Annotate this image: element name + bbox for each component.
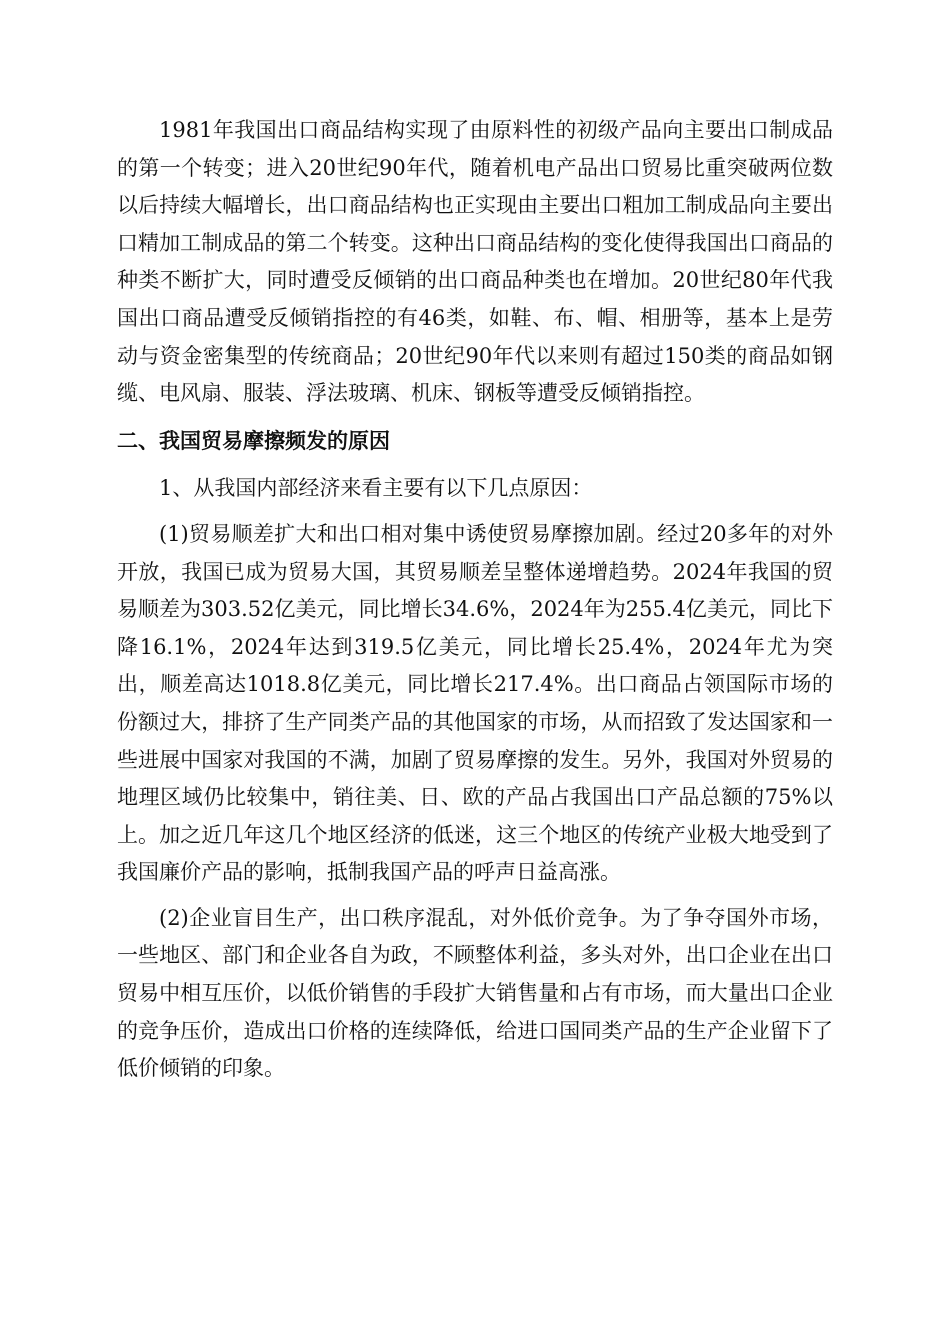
paragraph-internal-reasons: 1、从我国内部经济来看主要有以下几点原因：	[159, 476, 593, 501]
section-heading: 二、我国贸易摩擦频发的原因	[117, 428, 390, 453]
spacer	[117, 892, 833, 900]
spacer	[117, 508, 833, 516]
spacer	[117, 413, 833, 423]
paragraph-export-structure: 1981年我国出口商品结构实现了由原料性的初级产品向主要出口制成品的第一个转变；进入20世纪90年代，随着机电产品出口贸易比重突破两位数以后持续大幅增长，出口商品结构也正实现由主要出口粗加工制成品向主要出口精加工制成品的第二个转变。这种出口商品结构的变化使得我国出口商品的种类不断扩大，同时遭受反倾销的出口商品种类也在增加。20世纪80年代我国出口商品遭受反倾销指控的有46类，如鞋、布、帽、相册等，基本上是劳动与资金密集型的传统商品；20世纪90年代以来则有超过150类的商品如钢缆、电风扇、服装、浮法玻璃、机床、钢板等遭受反倾销指控。	[117, 118, 833, 406]
document-page	[117, 112, 833, 1088]
paragraph-trade-surplus: (1)贸易顺差扩大和出口相对集中诱使贸易摩擦加剧。经过20多年的对外开放，我国已成为贸易大国，其贸易顺差呈整体递增趋势。2024年我国的贸易顺差为303.52亿美元，同比增长34.6%，2024年为255.4亿美元，同比下降16.1%，2024年达到319.5亿美元，同比增长25.4%，2024年尤为突出，顺差高达1018.8亿美元，同比增长217.4%。出口商品占领国际市场的份额过大，排挤了生产同类产品的其他国家的市场，从而招致了发达国家和一些进展中国家对我国的不满，加剧了贸易摩擦的发生。另外，我国对外贸易的地理区域仍比较集中，销往美、日、欧的产品占我国出口产品总额的75%以上。加之近几年这几个地区经济的低迷，这三个地区的传统产业极大地受到了我国廉价产品的影响，抵制我国产品的呼声日益高涨。	[117, 521, 833, 885]
paragraph-blind-production: (2)企业盲目生产，出口秩序混乱，对外低价竞争。为了争夺国外市场，一些地区、部门和企业各自为政，不顾整体利益，多头对外，出口企业在出口贸易中相互压价，以低价销售的手段扩大销售量和占有市场，而大量出口企业的竞争压价，造成出口价格的连续降低，给进口国同类产品的生产企业留下了低价倾销的印象。	[117, 905, 833, 1081]
spacer	[117, 460, 833, 470]
